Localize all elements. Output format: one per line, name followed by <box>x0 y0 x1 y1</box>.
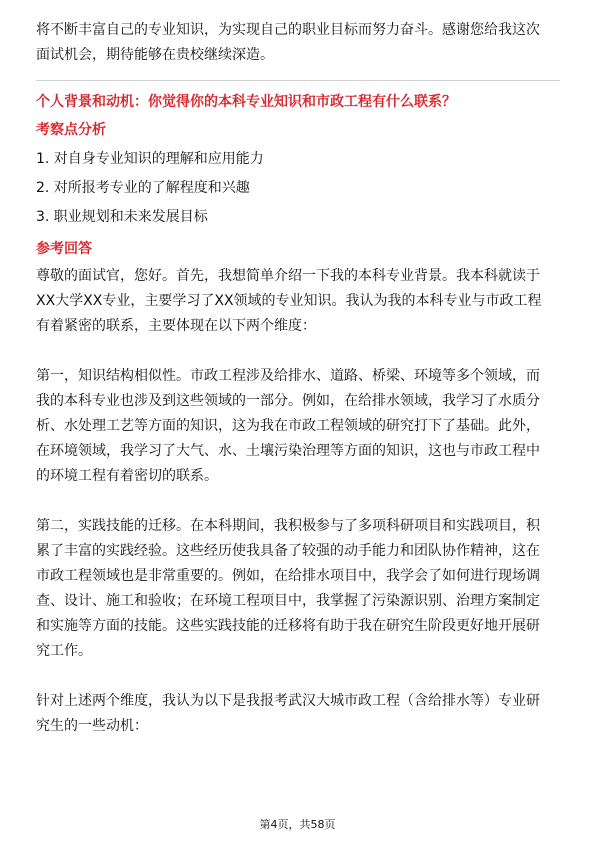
page-footer: 第4页，共58页 <box>259 818 336 831</box>
answer-line: 针对上述两个维度，我认为以下是我报考武汉大城市政工程（含给排水等）专业研 <box>36 693 540 709</box>
analysis-point: 3. 职业规划和未来发展目标 <box>36 209 208 225</box>
analysis-heading: 考察点分析 <box>36 122 106 138</box>
analysis-point: 1. 对自身专业知识的理解和应用能力 <box>36 151 264 167</box>
answer-line: 市政工程领域也是非常重要的。例如，在给排水项目中，我学会了如何进行现场调 <box>36 568 540 584</box>
question-title: 个人背景和动机：你觉得你的本科专业知识和市政工程有什么联系？ <box>36 94 456 110</box>
answer-paragraph <box>36 514 560 664</box>
intro-paragraph <box>36 18 560 68</box>
analysis-point: 2. 对所报考专业的了解程度和兴趣 <box>36 180 250 196</box>
document-page <box>36 18 560 739</box>
answer-line: 究工作。 <box>36 643 92 659</box>
answer-paragraph <box>36 364 560 489</box>
answer-line: 有着紧密的联系，主要体现在以下两个维度： <box>36 318 316 334</box>
answer-line: 和实施等方面的技能。这些实践技能的迁移将有助于我在研究生阶段更好地开展研 <box>36 618 540 634</box>
answer-line: 究生的一些动机： <box>36 718 148 734</box>
answer-line: 尊敬的面试官，您好。首先，我想简单介绍一下我的本科专业背景。我本科就读于 <box>36 268 540 284</box>
answer-line: 析、水处理工艺等方面的知识，这为我在市政工程领域的研究打下了基础。此外， <box>36 418 540 434</box>
answer-line: 第一，知识结构相似性。市政工程涉及给排水、道路、桥梁、环境等多个领域，而 <box>36 368 540 384</box>
answer-heading: 参考回答 <box>36 241 92 257</box>
answer-line: 我的本科专业也涉及到这些领域的一部分。例如，在给排水领域，我学习了水质分 <box>36 393 540 409</box>
intro-line: 将不断丰富自己的专业知识，为实现自己的职业目标而努力奋斗。感谢您给我这次 <box>36 22 540 38</box>
answer-line: 查、设计、施工和验收；在环境工程项目中，我掌握了污染源识别、治理方案制定 <box>36 593 540 609</box>
answer-line: 第二，实践技能的迁移。在本科期间，我积极参与了多项科研项目和实践项目，积 <box>36 518 540 534</box>
answer-paragraph <box>36 689 560 739</box>
analysis-list <box>36 145 560 232</box>
answer-line: XX大学XX专业，主要学习了XX领域的专业知识。我认为我的本科专业与市政工程 <box>36 293 542 309</box>
section-divider <box>36 80 560 81</box>
answer-line: 的环境工程有着密切的联系。 <box>36 468 218 484</box>
answer-line: 累了丰富的实践经验。这些经历使我具备了较强的动手能力和团队协作精神，这在 <box>36 543 540 559</box>
intro-line: 面试机会，期待能够在贵校继续深造。 <box>36 47 274 63</box>
answer-line: 在环境领域，我学习了大气、水、土壤污染治理等方面的知识，这也与市政工程中 <box>36 443 540 459</box>
answer-paragraph <box>36 264 560 339</box>
